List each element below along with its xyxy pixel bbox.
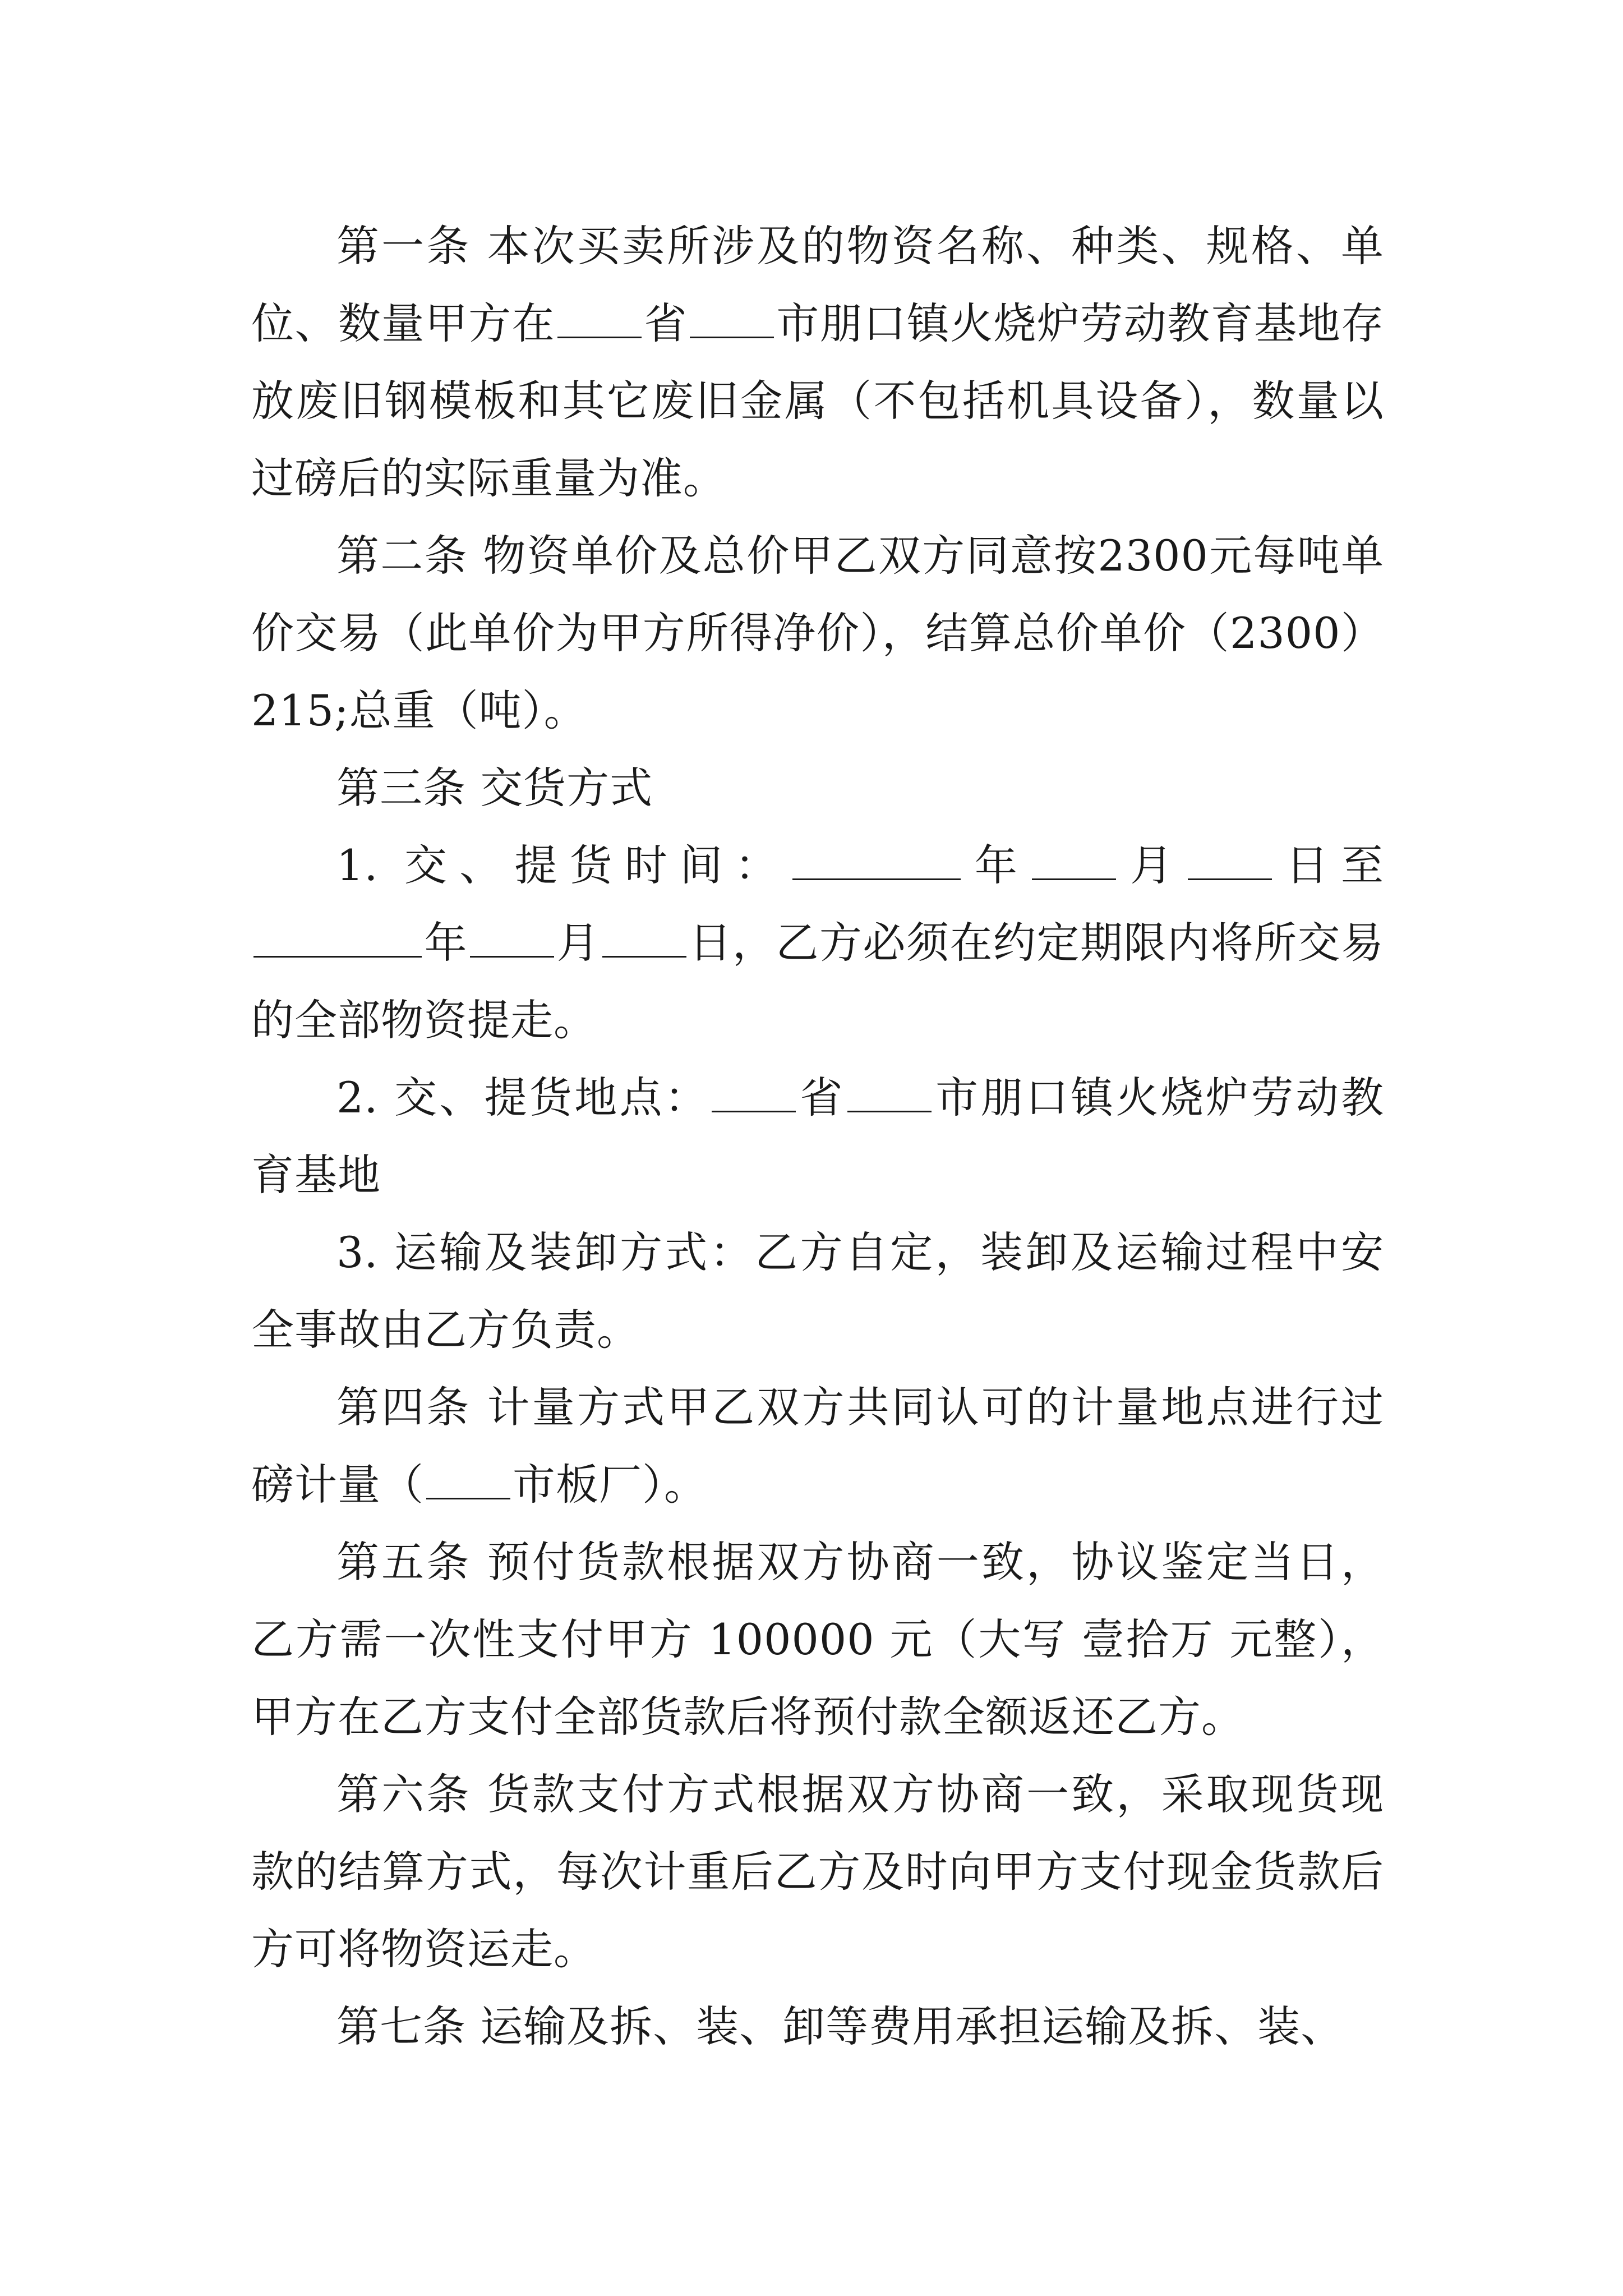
blank-end-year [253, 917, 422, 958]
article-2: 第二条 物资单价及总价甲乙双方同意按2300元每吨单价交易（此单价为甲方所得净价），结算总价单价（2300）215;总重（吨）。 [251, 531, 1384, 735]
article-1 [251, 208, 1384, 517]
article-3-heading: 第三条 交货方式 [336, 763, 653, 813]
transport-method: 3. 运输及装卸方式：乙方自定，装卸及运输过程中安全事故由乙方负责。 [251, 1227, 1384, 1355]
blank-place-province [712, 1071, 796, 1112]
place-province-label: 省 [798, 1073, 845, 1122]
article-6: 第六条 货款支付方式根据双方协商一致，采取现货现款的结算方式，每次计重后乙方及时向甲方支付现金货款后方可将物资运走。 [251, 1769, 1384, 1974]
blank-end-month [470, 917, 554, 958]
day-to-label: 日至 [1274, 840, 1385, 890]
article-7: 第七条 运输及拆、装、卸等费用承担运输及拆、装、 [336, 2001, 1344, 2051]
delivery-time-text: 日，乙方必须在约定期限内将所交易的全部物资提走。 [251, 918, 1384, 1045]
article-1-province: 省 [644, 298, 688, 348]
article-1-text: 第一条 本次买卖所涉及的物资名称、种类、规格、单位、数量甲方在 [251, 221, 1384, 348]
delivery-place-label: 2. 交、提货地点： [336, 1073, 710, 1122]
blank-city [690, 297, 774, 338]
document-page [251, 208, 1384, 2065]
article-1-text-cont: 市朋口镇火烧炉劳动教育基地存放废旧钢模板和其它废旧金属（不包括机具设备），数量以过磅后的实际重量为准。 [251, 298, 1385, 503]
blank-place-city [847, 1071, 932, 1112]
blank-start-day [1188, 839, 1272, 880]
blank-end-day [602, 917, 686, 958]
article-4-text: 第四条 计量方式甲乙双方共同认可的计量地点进行过磅计量（ [251, 1382, 1384, 1510]
article-5: 第五条 预付货款根据双方协商一致，协议鉴定当日，乙方需一次性支付甲方 100000 元（大写 壹拾万 元整），甲方在乙方支付全部货款后将预付款全额返还乙方。 [251, 1537, 1384, 1742]
year-label: 年 [962, 840, 1030, 890]
blank-start-year [792, 839, 961, 880]
blank-weigh-city [426, 1458, 510, 1499]
blank-province [557, 297, 642, 338]
delivery-time-label: 1. 交、提货时间： [336, 840, 790, 890]
blank-start-month [1032, 839, 1116, 880]
delivery-place-text: 市朋口镇火烧炉劳动教育基地 [251, 1073, 1385, 1200]
end-month-label: 月 [556, 918, 600, 968]
end-year-label: 年 [424, 918, 468, 968]
article-4-text-cont: 市板厂）。 [513, 1460, 707, 1510]
delivery-time [251, 827, 1384, 1059]
month-label: 月 [1118, 840, 1186, 890]
article-4 [251, 1369, 1384, 1524]
delivery-place [251, 1059, 1384, 1214]
